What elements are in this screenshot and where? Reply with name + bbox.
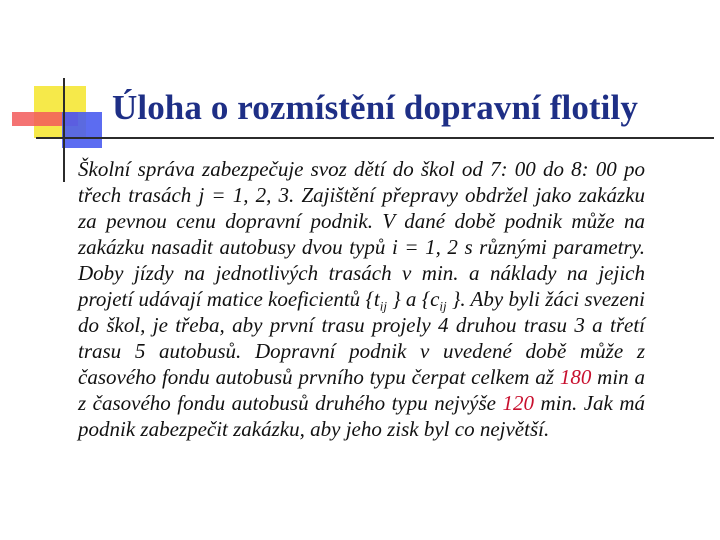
time-limit-type2: 120 xyxy=(502,391,534,415)
text-part-3: }. Aby byli žáci svezeni do škol, je třeba, aby první trasu projely 4 druhou trasu 3 a třetí trasu 5 autobusů. Dopravní podnik v uvedené době může z časového fondu autobusů prvního typu čerpat celkem až xyxy=(78,287,645,389)
text-part-1: Školní správa zabezpečuje svoz dětí do škol od 7: 00 do 8: 00 po třech trasách j = 1, 2, 3. Zajištění přepravy obdržel jako zakázku za pevnou cenu dopravní podnik. V dané době podnik může na zakázku nasadit autobusy dvou typů i = 1, 2 s různými parametry. Doby jízdy na jednotlivých trasách v min. a náklady na jejich projetí udávají matice koeficientů {t xyxy=(78,157,645,311)
problem-statement xyxy=(78,156,645,442)
text-part-2: } a {c xyxy=(386,287,440,311)
text-part-4: min a z časového fondu autobusů druhého typu nejvýše xyxy=(78,365,645,415)
text-part-5: min. Jak má podnik zabezpečit zakázku, aby jeho zisk byl co největší. xyxy=(78,391,645,441)
decor-vertical-line xyxy=(63,78,65,182)
time-limit-type1: 180 xyxy=(559,365,592,389)
slide-title: Úloha o rozmístění dopravní flotily xyxy=(112,88,638,127)
decor-blue-square xyxy=(62,112,102,148)
title-underline xyxy=(36,137,714,139)
subscript-ij-c: ij xyxy=(439,298,447,314)
subscript-ij-t: ij xyxy=(379,298,387,314)
